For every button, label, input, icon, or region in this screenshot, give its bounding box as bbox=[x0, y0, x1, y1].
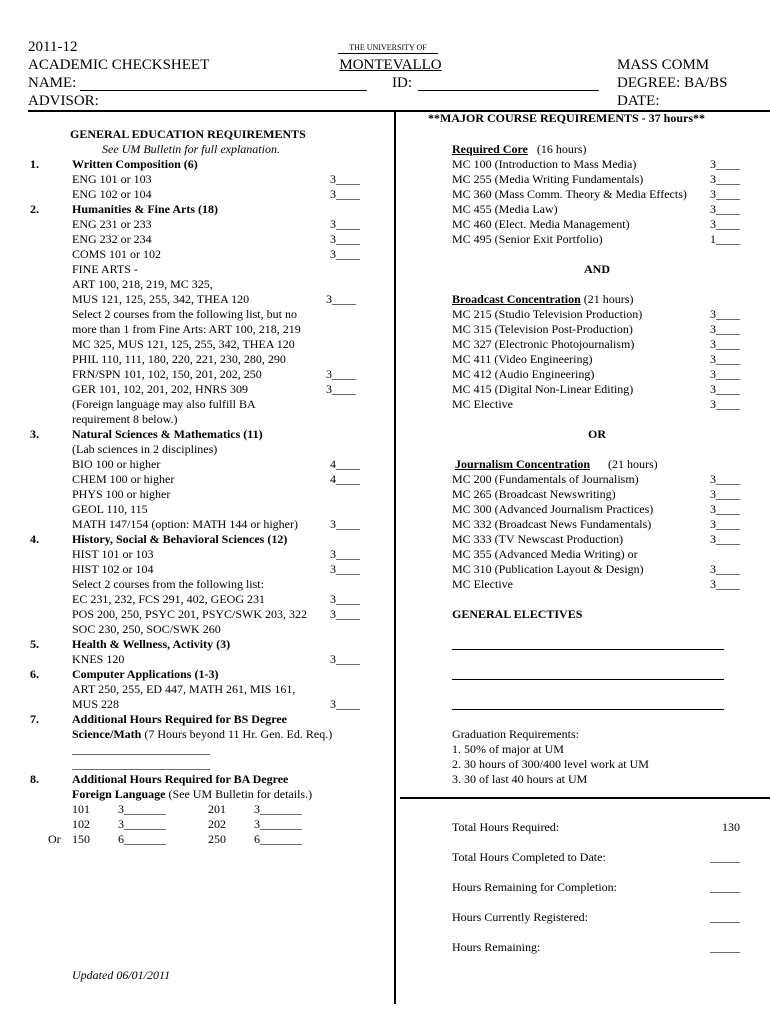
course-line: PHIL 110, 111, 180, 220, 221, 230, 280, 290 bbox=[72, 352, 286, 366]
course-line: HIST 101 or 103 bbox=[72, 547, 154, 561]
hours-remaining-completion-label: Hours Remaining for Completion: bbox=[452, 880, 617, 894]
hours-blank[interactable]: 3____ bbox=[330, 697, 360, 711]
hours-blank[interactable]: 3____ bbox=[326, 382, 356, 396]
hours-blank[interactable]: 3____ bbox=[710, 322, 740, 336]
graduation-requirement: 3. 30 of last 40 hours at UM bbox=[452, 772, 588, 786]
hours-blank[interactable]: 3____ bbox=[330, 547, 360, 561]
hours-blank[interactable]: 3____ bbox=[330, 247, 360, 261]
core-course: MC 255 (Media Writing Fundamentals) bbox=[452, 172, 644, 186]
section-number: 7. bbox=[30, 712, 39, 726]
hours-blank[interactable]: 3____ bbox=[330, 592, 360, 606]
section-number: 5. bbox=[30, 637, 39, 651]
name-field-line[interactable] bbox=[80, 90, 367, 91]
journalism-course: MC 265 (Broadcast Newswriting) bbox=[452, 487, 616, 501]
broadcast-title: Broadcast Concentration bbox=[452, 292, 581, 306]
hours-blank[interactable]: 3____ bbox=[710, 562, 740, 576]
hours-completed-blank[interactable]: _____ bbox=[710, 850, 740, 864]
lang-course: 101 bbox=[72, 802, 90, 816]
course-line: POS 200, 250, PSYC 201, PSYC/SWK 203, 322 bbox=[72, 607, 308, 621]
bs-blank-line[interactable]: _______________________ bbox=[72, 757, 210, 771]
lang-hours-blank[interactable]: 6_______ bbox=[254, 832, 302, 846]
lang-course: 250 bbox=[208, 832, 226, 846]
hours-blank[interactable]: 3____ bbox=[330, 232, 360, 246]
hours-remaining-completion-blank[interactable]: _____ bbox=[710, 880, 740, 894]
elective-blank-line[interactable] bbox=[452, 679, 724, 680]
hours-blank[interactable]: 3____ bbox=[326, 367, 356, 381]
column-divider bbox=[394, 112, 396, 1004]
broadcast-course: MC 327 (Electronic Photojournalism) bbox=[452, 337, 635, 351]
course-line: ART 100, 218, 219, MC 325, bbox=[72, 277, 213, 291]
hours-remaining-label: Hours Remaining: bbox=[452, 940, 541, 954]
hours-registered-label: Hours Currently Registered: bbox=[452, 910, 588, 924]
hours-blank[interactable]: 3____ bbox=[330, 652, 360, 666]
hours-blank[interactable]: 3____ bbox=[710, 397, 740, 411]
course-line: SOC 230, 250, SOC/SWK 260 bbox=[72, 622, 221, 636]
broadcast-course: MC 412 (Audio Engineering) bbox=[452, 367, 595, 381]
section-title-health: Health & Wellness, Activity (3) bbox=[72, 637, 231, 651]
updated-date: Updated 06/01/2011 bbox=[72, 968, 171, 982]
advisor-label: ADVISOR: bbox=[28, 93, 99, 109]
hours-blank[interactable]: 3____ bbox=[710, 532, 740, 546]
university-small-label: THE UNIVERSITY OF bbox=[349, 43, 427, 52]
journalism-course: MC Elective bbox=[452, 577, 513, 591]
hours-blank[interactable]: 3____ bbox=[710, 352, 740, 366]
course-line: KNES 120 bbox=[72, 652, 125, 666]
course-line: Select 2 courses from the following list: bbox=[72, 577, 264, 591]
bs-blank-line[interactable]: _______________________ bbox=[72, 742, 210, 756]
course-line: Select 2 courses from the following list, but no bbox=[72, 307, 297, 321]
course-line: requirement 8 below.) bbox=[72, 412, 178, 426]
course-line: FRN/SPN 101, 102, 150, 201, 202, 250 bbox=[72, 367, 262, 381]
hours-blank[interactable]: 3____ bbox=[330, 607, 360, 621]
hours-blank[interactable]: 3____ bbox=[710, 217, 740, 231]
core-course: MC 495 (Senior Exit Portfolio) bbox=[452, 232, 603, 246]
hours-blank[interactable]: 3____ bbox=[710, 187, 740, 201]
hours-blank[interactable]: 3____ bbox=[330, 172, 360, 186]
lang-hours-blank[interactable]: 3_______ bbox=[118, 817, 166, 831]
core-title: Required Core bbox=[452, 142, 528, 156]
elective-blank-line[interactable] bbox=[452, 649, 724, 650]
program-name: MASS COMM bbox=[617, 57, 710, 73]
lang-hours-blank[interactable]: 3_______ bbox=[118, 802, 166, 816]
section-number: 4. bbox=[30, 532, 39, 546]
broadcast-course: MC 215 (Studio Television Production) bbox=[452, 307, 643, 321]
lang-course: 102 bbox=[72, 817, 90, 831]
course-line: MUS 121, 125, 255, 342, THEA 120 bbox=[72, 292, 250, 306]
course-line: ART 250, 255, ED 447, MATH 261, MIS 161, bbox=[72, 682, 296, 696]
or-separator: OR bbox=[588, 427, 606, 441]
journalism-title: Journalism Concentration bbox=[455, 457, 590, 471]
ba-foreign-language-note: (See UM Bulletin for details.) bbox=[165, 787, 313, 801]
hours-blank[interactable]: 3____ bbox=[710, 487, 740, 501]
hours-blank[interactable]: 3____ bbox=[710, 517, 740, 531]
ba-foreign-language-label: Foreign Language bbox=[72, 787, 166, 801]
course-line: ENG 102 or 104 bbox=[72, 187, 152, 201]
or-label: Or bbox=[48, 832, 61, 846]
gen-ed-heading: GENERAL EDUCATION REQUIREMENTS bbox=[70, 127, 306, 141]
core-course: MC 360 (Mass Comm. Theory & Media Effects) bbox=[452, 187, 687, 201]
course-line: MC 325, MUS 121, 125, 255, 342, THEA 120 bbox=[72, 337, 295, 351]
course-line: MATH 147/154 (option: MATH 144 or higher) bbox=[72, 517, 298, 531]
lang-hours-blank[interactable]: 3_______ bbox=[254, 817, 302, 831]
core-course: MC 455 (Media Law) bbox=[452, 202, 558, 216]
lang-hours-blank[interactable]: 6_______ bbox=[118, 832, 166, 846]
course-line: COMS 101 or 102 bbox=[72, 247, 162, 261]
course-line: (Foreign language may also fulfill BA bbox=[72, 397, 256, 411]
course-line: PHYS 100 or higher bbox=[72, 487, 171, 501]
hours-blank[interactable]: 3____ bbox=[330, 217, 360, 231]
journalism-course: MC 332 (Broadcast News Fundamentals) bbox=[452, 517, 652, 531]
elective-blank-line[interactable] bbox=[452, 709, 724, 710]
course-line: FINE ARTS - bbox=[72, 262, 138, 276]
graduation-requirement: 2. 30 hours of 300/400 level work at UM bbox=[452, 757, 649, 771]
totals-rule bbox=[400, 797, 770, 799]
lang-hours-blank[interactable]: 3_______ bbox=[254, 802, 302, 816]
journalism-course: MC 310 (Publication Layout & Design) bbox=[452, 562, 644, 576]
university-rule bbox=[338, 53, 438, 54]
id-field-line[interactable] bbox=[418, 90, 599, 91]
journalism-heading bbox=[452, 457, 658, 472]
general-electives-heading: GENERAL ELECTIVES bbox=[452, 607, 583, 621]
section-number: 8. bbox=[30, 772, 39, 786]
section-title-ba-hours: Additional Hours Required for BA Degree bbox=[72, 772, 289, 786]
hours-blank[interactable]: 3____ bbox=[710, 202, 740, 216]
broadcast-course: MC 415 (Digital Non-Linear Editing) bbox=[452, 382, 634, 396]
course-line: MUS 228 bbox=[72, 697, 120, 711]
major-requirements-heading: **MAJOR COURSE REQUIREMENTS - 37 hours** bbox=[428, 111, 706, 125]
course-line: BIO 100 or higher bbox=[72, 457, 161, 471]
journalism-course: MC 200 (Fundamentals of Journalism) bbox=[452, 472, 639, 486]
section-title-humanities: Humanities & Fine Arts (18) bbox=[72, 202, 218, 216]
hours-blank[interactable]: 4____ bbox=[330, 457, 360, 471]
hours-blank[interactable]: 3____ bbox=[710, 577, 740, 591]
broadcast-course: MC 315 (Television Post-Production) bbox=[452, 322, 633, 336]
journalism-course: MC 300 (Advanced Journalism Practices) bbox=[452, 502, 654, 516]
lang-course: 202 bbox=[208, 817, 226, 831]
course-line: ENG 231 or 233 bbox=[72, 217, 152, 231]
hours-blank[interactable]: 4____ bbox=[330, 472, 360, 486]
journalism-course: MC 333 (TV Newscast Production) bbox=[452, 532, 624, 546]
school-year: 2011-12 bbox=[28, 39, 78, 55]
hours-blank[interactable]: 3____ bbox=[710, 502, 740, 516]
section-number: 3. bbox=[30, 427, 39, 441]
broadcast-course: MC 411 (Video Engineering) bbox=[452, 352, 593, 366]
university-name: MONTEVALLO bbox=[339, 57, 442, 73]
hours-blank[interactable]: 3____ bbox=[710, 157, 740, 171]
course-line: ENG 232 or 234 bbox=[72, 232, 152, 246]
degree-label: DEGREE: BA/BS bbox=[617, 75, 728, 91]
hours-blank[interactable]: 3____ bbox=[710, 172, 740, 186]
section-number: 6. bbox=[30, 667, 39, 681]
core-course: MC 100 (Introduction to Mass Media) bbox=[452, 157, 637, 171]
lang-course: 150 bbox=[72, 832, 90, 846]
section-title-natural-sciences: Natural Sciences & Mathematics (11) bbox=[72, 427, 263, 441]
hours-remaining-blank[interactable]: _____ bbox=[710, 940, 740, 954]
section-number: 1. bbox=[30, 157, 39, 171]
bs-science-math-note: (7 Hours beyond 11 Hr. Gen. Ed. Req.) bbox=[141, 727, 333, 741]
section-number: 2. bbox=[30, 202, 39, 216]
hours-blank[interactable]: 3____ bbox=[710, 382, 740, 396]
checksheet-title: ACADEMIC CHECKSHEET bbox=[28, 57, 210, 73]
bs-science-math-line bbox=[72, 727, 332, 742]
lang-course: 201 bbox=[208, 802, 226, 816]
section-title-history: History, Social & Behavioral Sciences (12) bbox=[72, 532, 288, 546]
section-title-bs-hours: Additional Hours Required for BS Degree bbox=[72, 712, 288, 726]
course-line: (Lab sciences in 2 disciplines) bbox=[72, 442, 218, 456]
hours-blank[interactable]: 3____ bbox=[710, 307, 740, 321]
course-line: ENG 101 or 103 bbox=[72, 172, 152, 186]
hours-blank[interactable]: 3____ bbox=[710, 337, 740, 351]
course-line: CHEM 100 or higher bbox=[72, 472, 175, 486]
journalism-hours: (21 hours) bbox=[608, 457, 658, 471]
hours-registered-blank[interactable]: _____ bbox=[710, 910, 740, 924]
total-hours-required-value: 130 bbox=[722, 820, 740, 834]
section-title-computer-applications: Computer Applications (1-3) bbox=[72, 667, 219, 681]
core-heading bbox=[452, 142, 587, 157]
gen-ed-subheading: See UM Bulletin for full explanation. bbox=[102, 142, 280, 156]
broadcast-heading bbox=[452, 292, 633, 307]
course-line: more than 1 from Fine Arts: ART 100, 218, 219 bbox=[72, 322, 301, 336]
hours-blank[interactable]: 3____ bbox=[330, 187, 360, 201]
hours-blank[interactable]: 3____ bbox=[330, 562, 360, 576]
course-line: HIST 102 or 104 bbox=[72, 562, 154, 576]
hours-blank[interactable]: 3____ bbox=[710, 367, 740, 381]
graduation-requirement: 1. 50% of major at UM bbox=[452, 742, 564, 756]
total-hours-required-label: Total Hours Required: bbox=[452, 820, 560, 834]
hours-completed-label: Total Hours Completed to Date: bbox=[452, 850, 606, 864]
hours-blank[interactable]: 1____ bbox=[710, 232, 740, 246]
name-label: NAME: bbox=[28, 75, 77, 91]
broadcast-hours: (21 hours) bbox=[580, 292, 634, 306]
bs-science-math-label: Science/Math bbox=[72, 727, 142, 741]
hours-blank[interactable]: 3____ bbox=[326, 292, 356, 306]
and-separator: AND bbox=[584, 262, 610, 276]
course-line: GEOL 110, 115 bbox=[72, 502, 148, 516]
section-title-written-composition: Written Composition (6) bbox=[72, 157, 198, 171]
journalism-course: MC 355 (Advanced Media Writing) or bbox=[452, 547, 638, 561]
hours-blank[interactable]: 3____ bbox=[710, 472, 740, 486]
graduation-requirements-title: Graduation Requirements: bbox=[452, 727, 579, 741]
core-hours: (16 hours) bbox=[536, 142, 587, 156]
course-line: GER 101, 102, 201, 202, HNRS 309 bbox=[72, 382, 249, 396]
core-course: MC 460 (Elect. Media Management) bbox=[452, 217, 630, 231]
broadcast-course: MC Elective bbox=[452, 397, 513, 411]
date-label: DATE: bbox=[617, 93, 660, 109]
hours-blank[interactable]: 3____ bbox=[330, 517, 360, 531]
id-label: ID: bbox=[392, 75, 412, 91]
course-line: EC 231, 232, FCS 291, 402, GEOG 231 bbox=[72, 592, 266, 606]
ba-foreign-language-line bbox=[72, 787, 312, 802]
